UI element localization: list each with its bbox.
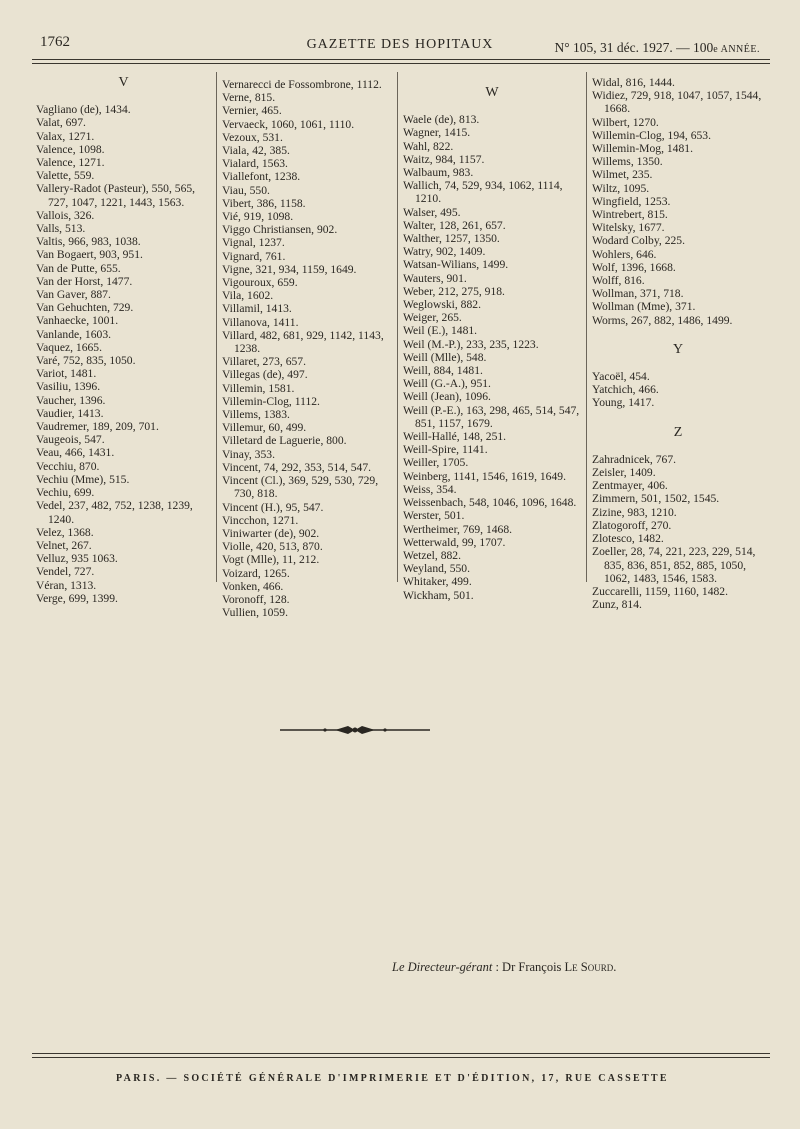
index-entry: Watsan-Wilians, 1499. [403, 258, 509, 272]
index-entry: Vaucher, 1396. [36, 393, 106, 407]
index-entry: Zlatogoroff, 270. [592, 518, 672, 532]
director-surname: Le Sourd. [564, 960, 617, 974]
index-column-1 [36, 70, 211, 605]
index-entry: Weyland, 550. [403, 562, 471, 576]
index-entry: Walser, 495. [403, 205, 461, 219]
index-entry: Vaquez, 1665. [36, 340, 103, 354]
ornament-divider-icon [280, 724, 430, 736]
index-entry: Vigouroux, 659. [222, 276, 298, 290]
index-entry: Villetard de Laguerie, 800. [222, 434, 347, 448]
entry-list [592, 76, 764, 327]
index-entry: Weiss, 354. [403, 482, 457, 496]
index-entry: Voronoff, 128. [222, 592, 290, 606]
index-entry: Wollman, 371, 718. [592, 287, 684, 301]
entry-list [403, 113, 581, 602]
index-entry: Willems, 1350. [592, 155, 663, 169]
index-entry: Waitz, 984, 1157. [403, 152, 485, 166]
index-entry: Variot, 1481. [36, 367, 97, 381]
index-entry: Vialard, 1563. [222, 157, 288, 171]
index-entry: Vecchiu, 870. [36, 459, 100, 473]
index-entry: Vaugeois, 547. [36, 433, 105, 447]
index-column-4 [592, 76, 764, 611]
index-entry: Velnet, 267. [36, 538, 92, 552]
index-entry: Vezoux, 531. [222, 130, 283, 144]
index-entry: Vincent (Cl.), 369, 529, 530, 729, 730, 818. [222, 474, 379, 501]
index-entry: Zizine, 983, 1210. [592, 505, 677, 519]
index-entry: Wintrebert, 815. [592, 208, 668, 222]
section-letter: W [485, 85, 499, 100]
header-rule [32, 59, 770, 60]
index-entry: Whitaker, 499. [403, 575, 472, 589]
index-entry: Walther, 1257, 1350. [403, 232, 500, 246]
index-entry: Villemur, 60, 499. [222, 421, 307, 435]
index-entry: Vallery-Radot (Pasteur), 550, 565, 727, 1047, 1221, 1443, 1563. [36, 182, 196, 209]
index-entry: Vernarecci de Fossombrone, 1112. [222, 78, 382, 91]
index-entry: Viggo Christiansen, 902. [222, 223, 338, 237]
index-entry: Weinberg, 1141, 1546, 1619, 1649. [403, 469, 566, 483]
index-entry: Werster, 501. [403, 509, 465, 523]
index-entry: Vallois, 326. [36, 208, 95, 222]
index-entry: Weill-Hallé, 148, 251. [403, 430, 507, 444]
index-entry: Zlotesco, 1482. [592, 532, 664, 546]
director-role: Le Directeur-gérant [392, 960, 493, 974]
index-entry: Van Gaver, 887. [36, 288, 111, 302]
index-entry: Valat, 697. [36, 116, 86, 130]
index-entry: Wetterwald, 99, 1707. [403, 535, 506, 549]
index-entry: Van der Horst, 1477. [36, 274, 133, 288]
director-signature [392, 960, 616, 975]
index-column-2 [222, 78, 392, 619]
issue-info [554, 40, 760, 56]
index-entry: Velez, 1368. [36, 525, 94, 539]
index-entry: Widiez, 729, 918, 1047, 1057, 1544, 1668. [592, 89, 762, 116]
index-entry: Valence, 1271. [36, 156, 105, 170]
index-entry: Viniwarter (de), 902. [222, 526, 320, 540]
index-entry: Wahl, 822. [403, 139, 454, 153]
index-entry: Yacoël, 454. [592, 370, 650, 384]
index-entry: Weglowski, 882. [403, 298, 481, 312]
index-entry: Verne, 815. [222, 91, 276, 105]
index-entry: Zoeller, 28, 74, 221, 223, 229, 514, 835, 836, 851, 852, 885, 1050, 1062, 1483, 1546, 1583. [592, 545, 756, 585]
index-entry: Vinay, 353. [222, 447, 275, 461]
printer-imprint: PARIS. — SOCIÉTÉ GÉNÉRALE D'IMPRIMERIE ET D'ÉDITION, 17, RUE CASSETTE [116, 1073, 669, 1084]
index-entry: Viallefont, 1238. [222, 170, 301, 184]
index-entry: Vasiliu, 1396. [36, 380, 101, 394]
index-entry: Wauters, 901. [403, 271, 467, 285]
index-entry: Vagliano (de), 1434. [36, 103, 131, 117]
index-entry: Vullien, 1059. [222, 606, 288, 620]
issue-suffix: e ANNÉE. [713, 44, 760, 55]
index-entry: Vonken, 466. [222, 579, 284, 593]
index-entry: Weill-Spire, 1141. [403, 443, 488, 457]
entry-list [592, 370, 764, 410]
index-entry: Vechiu (Mme), 515. [36, 472, 130, 486]
index-entry: Viau, 550. [222, 183, 270, 197]
index-entry: Valls, 513. [36, 222, 86, 236]
index-entry: Villegas (de), 497. [222, 368, 308, 382]
entry-list [36, 103, 211, 605]
index-entry: Weil (M.-P.), 233, 235, 1223. [403, 337, 539, 351]
column-separator [397, 72, 398, 582]
entry-list [222, 78, 392, 619]
index-column-3 [403, 80, 581, 602]
index-entry: Widal, 816, 1444. [592, 76, 675, 89]
index-entry: Worms, 267, 882, 1486, 1499. [592, 313, 733, 327]
index-entry: Vendel, 727. [36, 565, 95, 579]
index-entry: Vernier, 465. [222, 104, 282, 118]
index-entry: Zeisler, 1409. [592, 466, 656, 480]
index-entry: Wollman (Mme), 371. [592, 300, 696, 314]
section-letter: Y [672, 341, 684, 357]
index-entry: Walbaum, 983. [403, 166, 474, 180]
index-entry: Willemin-Mog, 1481. [592, 142, 693, 156]
index-entry: Waele (de), 813. [403, 113, 480, 127]
index-entry: Wilmet, 235. [592, 168, 653, 182]
index-entry: Zimmern, 501, 1502, 1545. [592, 492, 720, 506]
index-entry: Villanova, 1411. [222, 315, 299, 329]
index-entry: Wolf, 1396, 1668. [592, 260, 676, 274]
section-letter: V [118, 75, 129, 90]
index-entry: Vié, 919, 1098. [222, 210, 294, 224]
director-separator: : [492, 960, 503, 974]
column-separator [586, 72, 587, 582]
index-entry: Valence, 1098. [36, 142, 105, 156]
index-entry: Vervaeck, 1060, 1061, 1110. [222, 117, 355, 131]
index-entry: Villems, 1383. [222, 408, 290, 422]
entry-list [592, 453, 764, 611]
index-entry: Weiller, 1705. [403, 456, 469, 470]
index-entry: Van de Putte, 655. [36, 261, 121, 275]
index-entry: Vedel, 237, 482, 752, 1238, 1239, 1240. [36, 499, 193, 526]
index-entry: Villard, 482, 681, 929, 1142, 1143, 1238. [222, 328, 384, 356]
index-entry: Wodard Colby, 225. [592, 234, 685, 248]
index-entry: Verge, 699, 1399. [36, 591, 118, 605]
index-entry: Vanhaecke, 1001. [36, 314, 119, 328]
column-separator [216, 72, 217, 582]
footer-rule-thin [32, 1057, 770, 1058]
index-entry: Vila, 1602. [222, 289, 274, 303]
index-entry: Vechiu, 699. [36, 486, 95, 500]
index-entry: Weill (G.-A.), 951. [403, 377, 491, 391]
index-entry: Vaudier, 1413. [36, 406, 104, 420]
index-entry: Yatchich, 466. [592, 383, 659, 397]
index-entry: Valax, 1271. [36, 129, 95, 143]
index-entry: Velluz, 935 1063. [36, 552, 118, 566]
index-entry: Zunz, 814. [592, 598, 642, 612]
index-entry: Vignal, 1237. [222, 236, 285, 250]
issue-text: N° 105, 31 déc. 1927. — 100 [554, 40, 714, 55]
index-entry: Wilbert, 1270. [592, 115, 659, 129]
index-entry: Watry, 902, 1409. [403, 245, 486, 259]
index-entry: Van Gehuchten, 729. [36, 301, 134, 315]
section-letter: Z [673, 424, 683, 440]
index-entry: Walter, 128, 261, 657. [403, 218, 506, 232]
index-entry: Vincchon, 1271. [222, 513, 299, 527]
index-entry: Wertheimer, 769, 1468. [403, 522, 513, 536]
index-entry: Violle, 420, 513, 870. [222, 540, 323, 554]
index-entry: Zahradnicek, 767. [592, 452, 677, 466]
index-entry: Weill, 884, 1481. [403, 364, 483, 378]
index-entry: Véran, 1313. [36, 578, 97, 592]
director-name: Dr François [502, 960, 562, 974]
index-entry: Weill (Mlle), 548. [403, 350, 487, 364]
index-entry: Vaudremer, 189, 209, 701. [36, 420, 159, 434]
index-entry: Weill (P.-E.), 163, 298, 465, 514, 547, 851, 1157, 1679. [403, 403, 580, 430]
index-entry: Villemin, 1581. [222, 381, 295, 395]
index-entry: Weber, 212, 275, 918. [403, 284, 505, 298]
index-entry: Wickham, 501. [403, 588, 474, 602]
index-entry: Van Bogaert, 903, 951. [36, 248, 143, 262]
index-entry: Vibert, 386, 1158. [222, 196, 306, 210]
index-entry: Weill (Jean), 1096. [403, 390, 491, 404]
index-entry: Wohlers, 646. [592, 247, 657, 261]
index-entry: Valtis, 966, 983, 1038. [36, 235, 141, 249]
index-entry: Vignard, 761. [222, 249, 286, 263]
index-entry: Vogt (Mlle), 11, 212. [222, 553, 320, 567]
index-entry: Witelsky, 1677. [592, 221, 665, 235]
index-entry: Wiltz, 1095. [592, 181, 650, 195]
index-entry: Zentmayer, 406. [592, 479, 668, 493]
index-entry: Valette, 559. [36, 169, 95, 183]
index-entry: Young, 1417. [592, 396, 655, 410]
index-entry: Villamil, 1413. [222, 302, 292, 316]
index-entry: Varé, 752, 835, 1050. [36, 354, 136, 368]
index-entry: Vincent (H.), 95, 547. [222, 500, 324, 514]
index-entry: Villaret, 273, 657. [222, 355, 306, 369]
index-entry: Wetzel, 882. [403, 548, 461, 562]
index-entry: Wolff, 816. [592, 274, 645, 288]
index-entry: Viala, 42, 385. [222, 144, 290, 158]
journal-title: GAZETTE DES HOPITAUX [306, 37, 494, 52]
index-entry: Wagner, 1415. [403, 126, 471, 140]
index-entry: Wingfield, 1253. [592, 194, 671, 208]
header-rule-thin [32, 63, 770, 64]
index-entry: Willemin-Clog, 194, 653. [592, 128, 712, 142]
index-entry: Vanlande, 1603. [36, 327, 112, 341]
index-entry: Wallich, 74, 529, 934, 1062, 1114, 1210. [403, 179, 563, 206]
index-entry: Vincent, 74, 292, 353, 514, 547. [222, 460, 372, 474]
index-entry: Villemin-Clog, 1112. [222, 394, 320, 408]
index-entry: Weil (E.), 1481. [403, 324, 478, 338]
index-entry: Zuccarelli, 1159, 1160, 1482. [592, 584, 728, 598]
index-entry: Vigne, 321, 934, 1159, 1649. [222, 262, 357, 276]
footer-rule [32, 1053, 770, 1054]
index-entry: Voizard, 1265. [222, 566, 290, 580]
page-number: 1762 [40, 34, 70, 50]
index-entry: Veau, 466, 1431. [36, 446, 115, 460]
index-entry: Weissenbach, 548, 1046, 1096, 1648. [403, 496, 577, 510]
index-entry: Weiger, 265. [403, 311, 462, 325]
